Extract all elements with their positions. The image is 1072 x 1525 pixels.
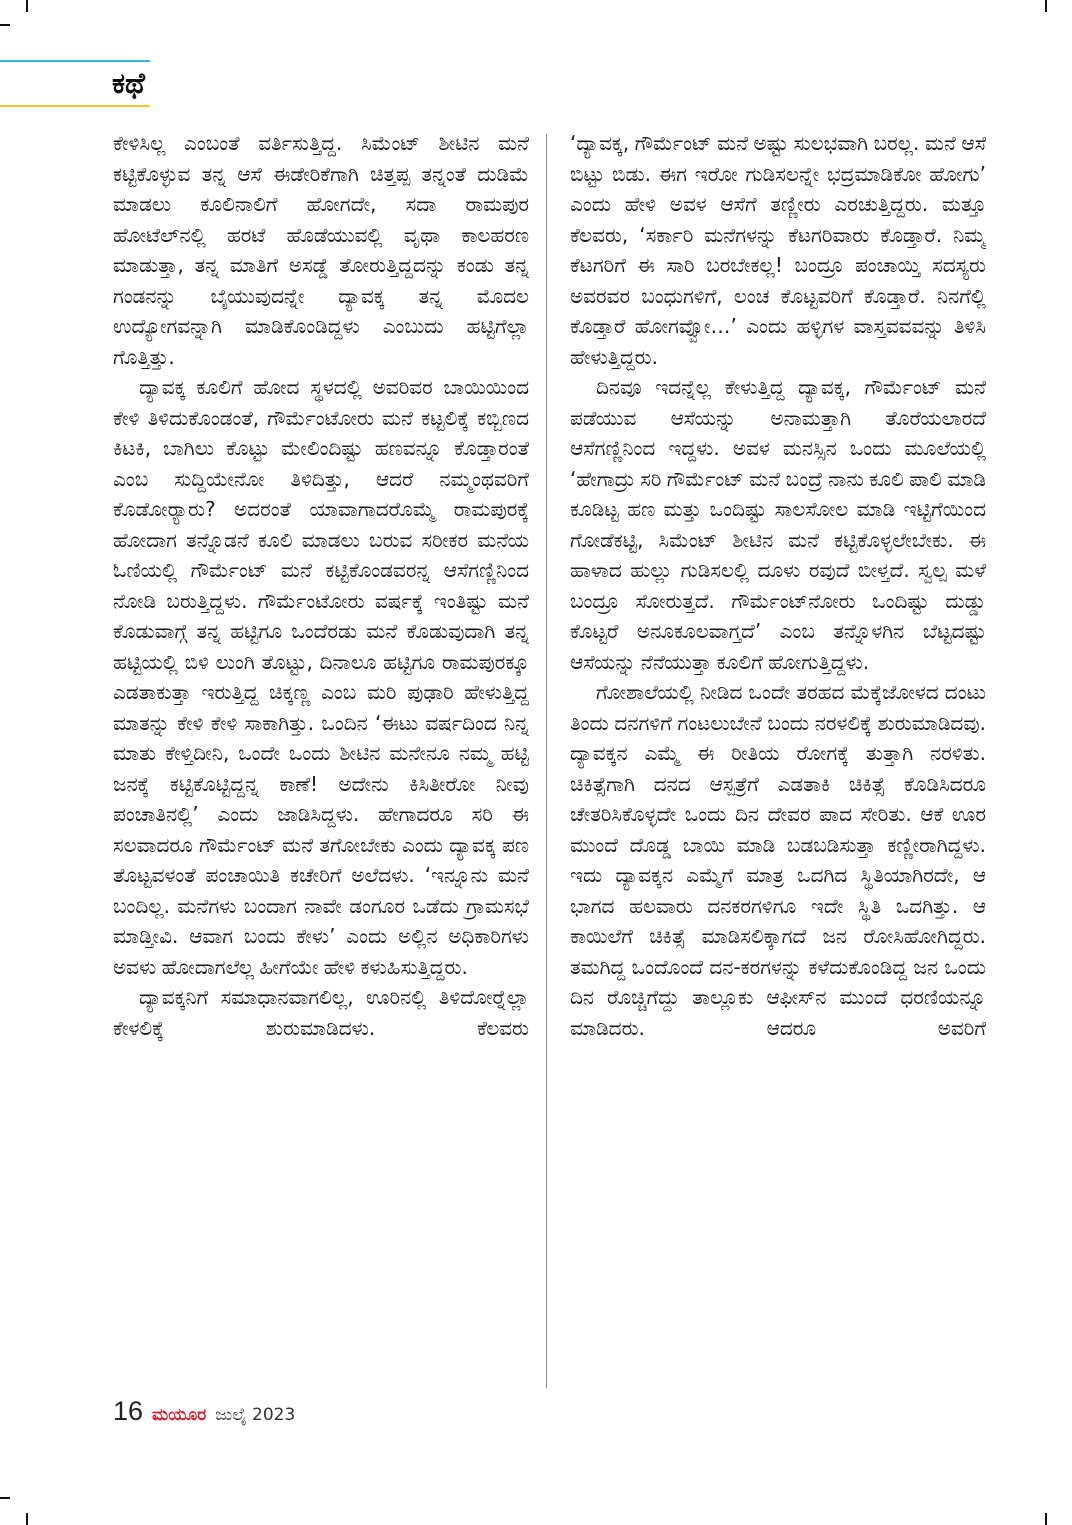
paragraph: ದ್ಯಾವಕ್ಕ ಕೂಲಿಗೆ ಹೋದ ಸ್ಥಳದಲ್ಲಿ ಅವರಿವರ ಬಾಯಿಯಿಂದ ಕೇಳಿ ತಿಳಿದುಕೊಂಡಂತೆ, ಗೌರ್ಮೆಂಟೋರು ಮನೆ ಕಟ್ಟಲಿಕ್ಕೆ ಕಬ್ಬಿಣದ ಕಿಟಕಿ, ಬಾಗಿಲು ಕೊಟ್ಟು ಮೇಲಿಂದಿಷ್ಟು ಹಣವನ್ನೂ ಕೊಡ್ತಾರಂತೆ ಎಂಬ ಸುದ್ದಿಯೇನೋ ತಿಳಿದಿತ್ತು, ಆದರೆ ನಮ್ಮಂಥವರಿಗೆ ಕೊಡೋರ್‍ಯಾರು? ಅದರಂತೆ ಯಾವಾಗಾದರೊಮ್ಮೆ ರಾಮಪುರಕ್ಕೆ ಹೋದಾಗ ತನ್ನೊಡನೆ ಕೂಲಿ ಮಾಡಲು ಬರುವ ಸರೀಕರ ಮನೆಯ ಓಣಿಯಲ್ಲಿ ಗೌರ್ಮೆಂಟ್ ಮನೆ ಕಟ್ಟಿಕೊಂಡವರನ್ನ ಆಸೆಗಣ್ಣಿನಿಂದ ನೋಡಿ ಬರುತ್ತಿದ್ದಳು. ಗೌರ್ಮೆಂಟೋರು ವರ್ಷಕ್ಕೆ ಇಂತಿಷ್ಟು ಮನೆ ಕೊಡುವಾಗ್ಗೆ ತನ್ನ ಹಟ್ಟಿಗೂ ಒಂದೆರಡು ಮನೆ ಕೊಡುವುದಾಗಿ ತನ್ನ ಹಟ್ಟಿಯಲ್ಲಿ ಬಿಳಿ ಲುಂಗಿ ತೊಟ್ಟು, ದಿನಾಲೂ ಹಟ್ಟಿಗೂ ರಾಮಪುರಕ್ಕೂ ಎಡತಾಕುತ್ತಾ ಇರುತ್ತಿದ್ದ ಚಿಕ್ಕಣ್ಣ ಎಂಬ ಮರಿ ಪುಢಾರಿ ಹೇಳುತ್ತಿದ್ದ ಮಾತನ್ನು ಕೇಳಿ ಕೇಳಿ ಸಾಕಾಗಿತ್ತು. ಒಂದಿನ ‘ಈಟು ವರ್ಷದಿಂದ ನಿನ್ನ ಮಾತು ಕೇಳ್ತಿದೀನಿ, ಒಂದೇ ಒಂದು ಶೀಟಿನ ಮನೇನೂ ನಮ್ಮ ಹಟ್ಟಿ ಜನಕ್ಕೆ ಕಟ್ಟಿಕೊಟ್ಟಿದ್ದನ್ನ ಕಾಣೆ! ಅದೇನು ಕಿಸಿತೀರೋ ನೀವು ಪಂಚಾತಿನಲ್ಲಿ’ ಎಂದು ಜಾಡಿಸಿದ್ದಳು. ಹೇಗಾದರೂ ಸರಿ ಈ ಸಲವಾದರೂ ಗೌರ್ಮೆಂಟ್ ಮನೆ ತಗೋಬೇಕು ಎಂದು ದ್ಯಾವಕ್ಕ ಪಣ ತೊಟ್ಟವಳಂತೆ ಪಂಚಾಯಿತಿ ಕಚೇರಿಗೆ ಅಲೆದಳು. ‘ಇನ್ನೂನು ಮನೆ ಬಂದಿಲ್ಲ. ಮನೆಗಳು ಬಂದಾಗ ನಾವೇ ಡಂಗೂರ ಒಡೆದು ಗ್ರಾಮಸಭೆ ಮಾಡ್ತೀವಿ. ಆವಾಗ ಬಂದು ಕೇಳು’ ಎಂದು ಅಲ್ಲಿನ ಅಧಿಕಾರಿಗಳು ಅವಳು ಹೋದಾಗಲೆಲ್ಲ ಹೀಗೆಯೇ ಹೇಳಿ ಕಳುಹಿಸುತ್ತಿದ್ದರು.: [113, 375, 529, 979]
crop-mark-left-lower: [0, 1497, 10, 1499]
article-column-right: [570, 128, 986, 1390]
page-footer: [113, 1396, 295, 1430]
paragraph: ‘ದ್ಯಾವಕ್ಕ, ಗೌರ್ಮೆಂಟ್ ಮನೆ ಅಷ್ಟು ಸುಲಭವಾಗಿ ಬರಲ್ಲ. ಮನೆ ಆಸೆ ಬಿಟ್ಟು ಬಿಡು. ಈಗ ಇರೋ ಗುಡಿಸಲನ್ನೇ ಭದ್ರಮಾಡಿಕೋ ಹೋಗು’ ಎಂದು ಹೇಳಿ ಅವಳ ಆಸೆಗೆ ತಣ್ಣೀರು ಎರಚುತ್ತಿದ್ದರು. ಮತ್ತೂ ಕೆಲವರು, ‘ಸರ್ಕಾರಿ ಮನೆಗಳನ್ನು ಕೆಟಗರಿವಾರು ಕೊಡ್ತಾರೆ. ನಿಮ್ಮ ಕೆಟಗರಿಗೆ ಈ ಸಾರಿ ಬರಬೇಕಲ್ಲ! ಬಂದ್ರೂ ಪಂಚಾಯ್ತಿ ಸದಸ್ಯರು ಅವರವರ ಬಂಧುಗಳಿಗೆ, ಲಂಚ ಕೊಟ್ಟವರಿಗೆ ಕೊಡ್ತಾರೆ. ನಿನಗೆಲ್ಲಿ ಕೊಡ್ತಾರೆ ಹೋಗವ್ವೋ…’ ಎಂದು ಹಳ್ಳಿಗಳ ವಾಸ್ತವವವನ್ನು ತಿಳಿಸಿ ಹೇಳುತ್ತಿದ್ದರು.: [570, 131, 986, 369]
crop-mark-left-upper: [0, 24, 10, 26]
paragraph: ಗೋಶಾಲೆಯಲ್ಲಿ ನೀಡಿದ ಒಂದೇ ತರಹದ ಮೆಕ್ಕೆಜೋಳದ ದಂಟು ತಿಂದು ದನಗಳಿಗೆ ಗಂಟಲುಬೇನೆ ಬಂದು ನರಳಲಿಕ್ಕೆ ಶುರುಮಾಡಿದವು. ದ್ಯಾವಕ್ಕನ ಎಮ್ಮೆ ಈ ರೀತಿಯ ರೋಗಕ್ಕೆ ತುತ್ತಾಗಿ ನರಳಿತು. ಚಿಕಿತ್ಸೆಗಾಗಿ ದನದ ಆಸ್ಪತ್ರೆಗೆ ಎಡತಾಕಿ ಚಿಕಿತ್ಸೆ ಕೊಡಿಸಿದರೂ ಚೇತರಿಸಿಕೊಳ್ಳದೇ ಒಂದು ದಿನ ದೇವರ ಪಾದ ಸೇರಿತು. ಆಕೆ ಊರ ಮುಂದೆ ದೊಡ್ಡ ಬಾಯಿ ಮಾಡಿ ಬಡಬಡಿಸುತ್ತಾ ಕಣ್ಣೀರಾಗಿದ್ದಳು. ಇದು ದ್ಯಾವಕ್ಕನ ಎಮ್ಮೆಗೆ ಮಾತ್ರ ಒದಗಿದ ಸ್ಥಿತಿಯಾಗಿರದೇ, ಆ ಭಾಗದ ಹಲವಾರು ದನಕರಗಳಿಗೂ ಇದೇ ಸ್ಥಿತಿ ಒದಗಿತ್ತು. ಆ ಕಾಯಿಲೆಗೆ ಚಿಕಿತ್ಸೆ ಮಾಡಿಸಲಿಕ್ಕಾಗದೆ ಜನ ರೋಸಿಹೋಗಿದ್ದರು. ತಮಗಿದ್ದ ಒಂದೊಂದೆ ದನ-ಕರಗಳನ್ನು ಕಳೆದುಕೊಂಡಿದ್ದ ಜನ ಒಂದು ದಿನ ರೊಚ್ಚಿಗೆದ್ದು ತಾಲ್ಲೂಕು ಆಫೀಸ್‌ನ ಮುಂದೆ ಧರಣಿಯನ್ನೂ ಮಾಡಿದರು. ಆದರೂ ಅವರಿಗೆ: [570, 680, 986, 1040]
crop-mark-top-right: [1045, 0, 1047, 12]
header-accent-line-yellow: [0, 105, 150, 107]
header-accent-line-blue: [0, 60, 150, 62]
paragraph: ದ್ಯಾವಕ್ಕನಿಗೆ ಸಮಾಧಾನವಾಗಲಿಲ್ಲ, ಊರಿನಲ್ಲಿ ತಿಳಿದೋರ್‍ನೆಲ್ಲಾ ಕೇಳಲಿಕ್ಕೆ ಶುರುಮಾಡಿದಳು. ಕೆಲವರು: [113, 985, 529, 1040]
paragraph: ದಿನವೂ ಇದನ್ನೆಲ್ಲ ಕೇಳುತ್ತಿದ್ದ ದ್ಯಾವಕ್ಕ, ಗೌರ್ಮೆಂಟ್ ಮನೆ ಪಡೆಯುವ ಆಸೆಯನ್ನು ಅನಾಮತ್ತಾಗಿ ತೊರೆಯಲಾರದೆ ಆಸೆಗಣ್ಣಿನಿಂದ ಇದ್ದಳು. ಅವಳ ಮನಸ್ಸಿನ ಒಂದು ಮೂಲೆಯಲ್ಲಿ ‘ಹೇಗಾದ್ರು ಸರಿ ಗೌರ್ಮೆಂಟ್ ಮನೆ ಬಂದ್ರೆ ನಾನು ಕೂಲಿ ಪಾಲಿ ಮಾಡಿ ಕೂಡಿಟ್ಟ ಹಣ ಮತ್ತು ಒಂದಿಷ್ಟು ಸಾಲಸೋಲ ಮಾಡಿ ಇಟ್ಟಿಗೆಯಿಂದ ಗೋಡೆಕಟ್ಟಿ, ಸಿಮೆಂಟ್ ಶೀಟಿನ ಮನೆ ಕಟ್ಟಿಕೊಳ್ಳಲೇಬೇಕು. ಈ ಹಾಳಾದ ಹುಲ್ಲು ಗುಡಿಸಲಲ್ಲಿ ದೂಳು ರವುದೆ ಬೀಳ್ತದೆ. ಸ್ವಲ್ಪ ಮಳೆ ಬಂದ್ರೂ ಸೋರುತ್ತದೆ. ಗೌರ್ಮೆಂಟ್‌ನೋರು ಒಂದಿಷ್ಟು ದುಡ್ಡು ಕೊಟ್ಟರೆ ಅನೂಕೂಲವಾಗ್ತದೆ’ ಎಂಬ ತನ್ನೊಳಗಿನ ಬೆಟ್ಟದಷ್ಟು ಆಸೆಯನ್ನು ನೆನೆಯುತ್ತಾ ಕೂಲಿಗೆ ಹೋಗುತ್ತಿದ್ದಳು.: [570, 375, 986, 674]
article-column-left: [113, 128, 529, 1390]
column-divider: [546, 134, 547, 1388]
page-number: 16: [113, 1396, 144, 1426]
issue-date: ಜುಲೈ 2023: [215, 1405, 296, 1425]
crop-mark-bottom-right: [1045, 1513, 1047, 1525]
section-title: ಕಥೆ: [112, 66, 145, 100]
magazine-name: ಮಯೂರ: [152, 1405, 207, 1425]
crop-mark-top-left: [26, 0, 28, 12]
paragraph: ಕೇಳಿಸಿಲ್ಲ ಎಂಬಂತೆ ವರ್ತಿಸುತ್ತಿದ್ದ. ಸಿಮೆಂಟ್ ಶೀಟಿನ ಮನೆ ಕಟ್ಟಿಕೊಳ್ಳುವ ತನ್ನ ಆಸೆ ಈಡೇರಿಕೆಗಾಗಿ ಚಿತ್ತಪ್ಪ ತನ್ನಂತೆ ದುಡಿಮೆ ಮಾಡಲು ಕೂಲಿನಾಲಿಗೆ ಹೋಗದೇ, ಸದಾ ರಾಮಪುರ ಹೋಟೆಲ್‌ನಲ್ಲಿ ಹರಟೆ ಹೊಡೆಯುವಲ್ಲಿ ವೃಥಾ ಕಾಲಹರಣ ಮಾಡುತ್ತಾ, ತನ್ನ ಮಾತಿಗೆ ಅಸಡ್ಡೆ ತೋರುತ್ತಿದ್ದದನ್ನು ಕಂಡು ತನ್ನ ಗಂಡನನ್ನು ಬೈಯುವುದನ್ನೇ ದ್ಯಾವಕ್ಕ ತನ್ನ ಮೊದಲ ಉದ್ಯೋಗವನ್ನಾಗಿ ಮಾಡಿಕೊಂಡಿದ್ದಳು ಎಂಬುದು ಹಟ್ಟಿಗೆಲ್ಲಾ ಗೊತ್ತಿತ್ತು.: [113, 131, 529, 369]
crop-mark-bottom-left: [26, 1513, 28, 1525]
